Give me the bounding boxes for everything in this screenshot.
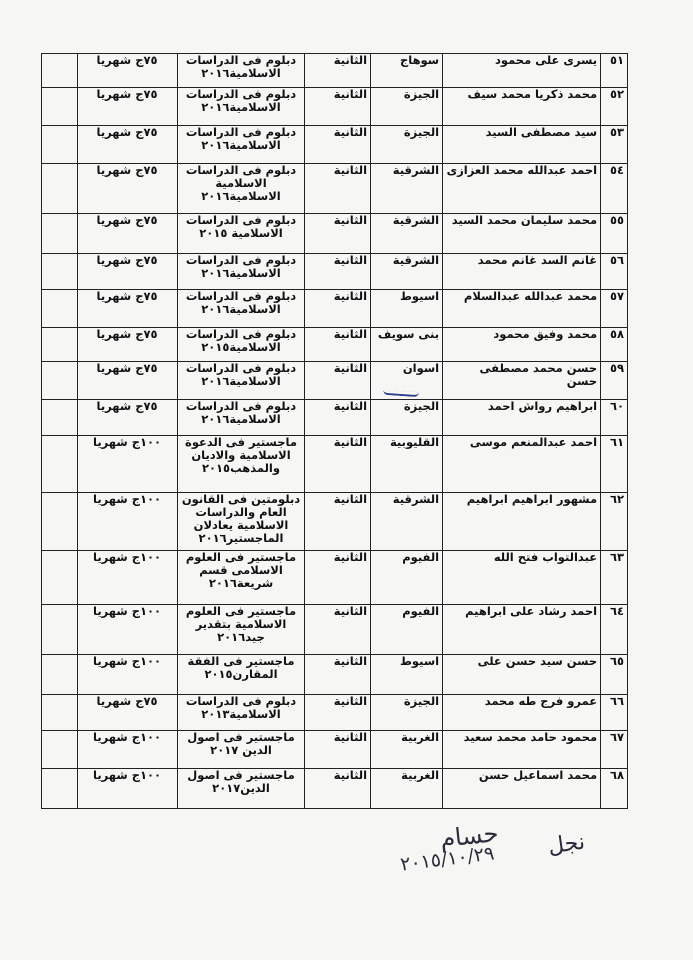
person-name: عبدالتواب فتح الله [443, 551, 601, 605]
salary: ٧٥ج شهريا [77, 362, 177, 400]
salary: ١٠٠ج شهريا [77, 769, 177, 809]
qualification: دبلوم فى الدراسات الاسلامية٢٠١٦ [177, 290, 305, 328]
empty-cell [42, 362, 78, 400]
governorate: الجيزة [371, 400, 443, 436]
governorate: الشرقية [371, 254, 443, 290]
qualification: ماجستير فى اصول الدين٢٠١٧ [177, 769, 305, 809]
roster-body [42, 54, 628, 809]
category: الثانية [305, 54, 371, 88]
governorate: اسيوط [371, 655, 443, 695]
empty-cell [42, 214, 78, 254]
governorate: الفيوم [371, 551, 443, 605]
category: الثانية [305, 126, 371, 164]
governorate: اسوان [371, 362, 443, 400]
salary: ١٠٠ج شهريا [77, 731, 177, 769]
qualification: ماجستير فى الدعوة الاسلامية والاديان والمذهب٢٠١٥ [177, 436, 305, 493]
row-number: ٦٣ [601, 551, 628, 605]
row-number: ٦٥ [601, 655, 628, 695]
governorate: بنى سويف [371, 328, 443, 362]
salary: ٧٥ج شهريا [77, 214, 177, 254]
qualification: دبلوم فى الدراسات الاسلامية٢٠١٦ [177, 254, 305, 290]
person-name: احمد رشاد على ابراهيم [443, 605, 601, 655]
governorate: اسيوط [371, 290, 443, 328]
category: الثانية [305, 493, 371, 551]
category: الثانية [305, 362, 371, 400]
signature-date: ٢٠١٥/١٠/٢٩ [399, 842, 496, 876]
row-number: ٦١ [601, 436, 628, 493]
category: الثانية [305, 290, 371, 328]
row-number: ٦٨ [601, 769, 628, 809]
table-row [42, 655, 628, 695]
person-name: ابراهيم رواش احمد [443, 400, 601, 436]
governorate: الجيزة [371, 88, 443, 126]
row-number: ٥٢ [601, 88, 628, 126]
table-row [42, 695, 628, 731]
row-number: ٥٨ [601, 328, 628, 362]
table-row [42, 362, 628, 400]
row-number: ٦٤ [601, 605, 628, 655]
empty-cell [42, 551, 78, 605]
person-name: احمد عبدالمنعم موسى [443, 436, 601, 493]
qualification: ماجستير فى الفقة المقارن٢٠١٥ [177, 655, 305, 695]
row-number: ٦٢ [601, 493, 628, 551]
person-name: محمود حامد محمد سعيد [443, 731, 601, 769]
signature-initials: نجل [546, 829, 587, 860]
empty-cell [42, 769, 78, 809]
category: الثانية [305, 400, 371, 436]
salary: ١٠٠ج شهريا [77, 493, 177, 551]
row-number: ٥٩ [601, 362, 628, 400]
category: الثانية [305, 731, 371, 769]
empty-cell [42, 254, 78, 290]
roster-table [41, 53, 628, 809]
row-number: ٦٠ [601, 400, 628, 436]
table-row [42, 164, 628, 214]
table-row [42, 328, 628, 362]
governorate: الشرقية [371, 493, 443, 551]
category: الثانية [305, 328, 371, 362]
person-name: محمد عبدالله عبدالسلام [443, 290, 601, 328]
empty-cell [42, 164, 78, 214]
qualification: دبلوم فى الدراسات الاسلامية٢٠١٦ [177, 126, 305, 164]
empty-cell [42, 290, 78, 328]
qualification: دبلومتين فى القانون العام والدراسات الاسلامية يعادلان الماجستير٢٠١٦ [177, 493, 305, 551]
table-row [42, 126, 628, 164]
row-number: ٥١ [601, 54, 628, 88]
table-row [42, 400, 628, 436]
row-number: ٥٥ [601, 214, 628, 254]
governorate: الشرقية [371, 164, 443, 214]
salary: ٧٥ج شهريا [77, 328, 177, 362]
governorate: الفيوم [371, 605, 443, 655]
row-number: ٥٤ [601, 164, 628, 214]
table-row [42, 436, 628, 493]
governorate: الغربية [371, 731, 443, 769]
table-row [42, 254, 628, 290]
salary: ٧٥ج شهريا [77, 290, 177, 328]
governorate: الجيزة [371, 126, 443, 164]
salary: ٧٥ج شهريا [77, 164, 177, 214]
category: الثانية [305, 769, 371, 809]
salary: ٧٥ج شهريا [77, 126, 177, 164]
table-row [42, 88, 628, 126]
category: الثانية [305, 254, 371, 290]
row-number: ٦٧ [601, 731, 628, 769]
category: الثانية [305, 695, 371, 731]
person-name: حسن محمد مصطفى حسن [443, 362, 601, 400]
category: الثانية [305, 164, 371, 214]
table-row [42, 731, 628, 769]
person-name: محمد سليمان محمد السيد [443, 214, 601, 254]
empty-cell [42, 695, 78, 731]
qualification: دبلوم فى الدراسات الاسلامية ٢٠١٥ [177, 214, 305, 254]
qualification: ماجستير فى العلوم الاسلامى قسم شريعة٢٠١٦ [177, 551, 305, 605]
category: الثانية [305, 655, 371, 695]
salary: ١٠٠ج شهريا [77, 436, 177, 493]
empty-cell [42, 731, 78, 769]
salary: ٧٥ج شهريا [77, 54, 177, 88]
person-name: محمد وفيق محمود [443, 328, 601, 362]
qualification: دبلوم فى الدراسات الاسلامية٢٠١٦ [177, 54, 305, 88]
table-row [42, 605, 628, 655]
salary: ٧٥ج شهريا [77, 695, 177, 731]
empty-cell [42, 400, 78, 436]
empty-cell [42, 605, 78, 655]
table-row [42, 54, 628, 88]
governorate: الغربية [371, 769, 443, 809]
table-row [42, 551, 628, 605]
empty-cell [42, 88, 78, 126]
row-number: ٥٣ [601, 126, 628, 164]
empty-cell [42, 126, 78, 164]
qualification: دبلوم فى الدراسات الاسلامية٢٠١٦ [177, 400, 305, 436]
person-name: حسن سيد حسن على [443, 655, 601, 695]
table-row [42, 493, 628, 551]
person-name: مشهور ابراهيم ابراهيم [443, 493, 601, 551]
salary: ١٠٠ج شهريا [77, 655, 177, 695]
row-number: ٦٦ [601, 695, 628, 731]
empty-cell [42, 436, 78, 493]
salary: ١٠٠ج شهريا [77, 605, 177, 655]
table-row [42, 769, 628, 809]
person-name: سيد مصطفى السيد [443, 126, 601, 164]
salary: ١٠٠ج شهريا [77, 551, 177, 605]
qualification: دبلوم فى الدراسات الاسلامية٢٠١٥ [177, 328, 305, 362]
person-name: محمد اسماعيل حسن [443, 769, 601, 809]
person-name: يسرى على محمود [443, 54, 601, 88]
person-name: غانم السد غانم محمد [443, 254, 601, 290]
salary: ٧٥ج شهريا [77, 400, 177, 436]
signature-name: حسام [438, 819, 500, 853]
table-row [42, 290, 628, 328]
qualification: ماجستير فى اصول الدين ٢٠١٧ [177, 731, 305, 769]
qualification: دبلوم فى الدراسات الاسلامية٢٠١٣ [177, 695, 305, 731]
qualification: دبلوم فى الدراسات الاسلامية٢٠١٦ [177, 362, 305, 400]
category: الثانية [305, 605, 371, 655]
empty-cell [42, 655, 78, 695]
qualification: دبلوم فى الدراسات الاسلامية٢٠١٦ [177, 88, 305, 126]
qualification: دبلوم فى الدراسات الاسلامية الاسلامية٢٠١٦ [177, 164, 305, 214]
salary: ٧٥ج شهريا [77, 254, 177, 290]
category: الثانية [305, 551, 371, 605]
governorate: سوهاج [371, 54, 443, 88]
person-name: احمد عبدالله محمد العزازى [443, 164, 601, 214]
qualification: ماجستير فى العلوم الاسلامية بتقدير جيد٢٠١٦ [177, 605, 305, 655]
governorate: الشرقية [371, 214, 443, 254]
table-row [42, 214, 628, 254]
category: الثانية [305, 436, 371, 493]
empty-cell [42, 493, 78, 551]
person-name: عمرو فرج طه محمد [443, 695, 601, 731]
governorate: الجيزة [371, 695, 443, 731]
governorate: القليوبية [371, 436, 443, 493]
empty-cell [42, 328, 78, 362]
row-number: ٥٦ [601, 254, 628, 290]
category: الثانية [305, 214, 371, 254]
category: الثانية [305, 88, 371, 126]
empty-cell [42, 54, 78, 88]
salary: ٧٥ج شهريا [77, 88, 177, 126]
person-name: محمد ذكريا محمد سيف [443, 88, 601, 126]
row-number: ٥٧ [601, 290, 628, 328]
